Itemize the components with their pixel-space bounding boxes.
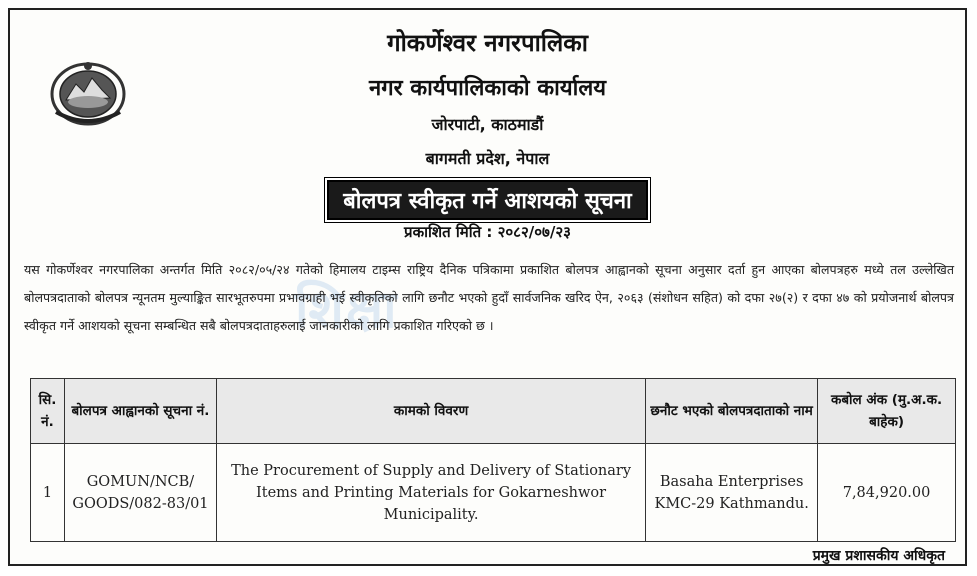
col-header-notice-no: बोलपत्र आह्वानको सूचना नं. — [64, 379, 216, 444]
notice-body: यस गोकर्णेश्वर नगरपालिका अन्तर्गत मिति २०८२/०५/२४ गतेको हिमालय टाइम्स राष्ट्रिय दैनिक पत्रिकामा प्रकाशित बोलपत्र आह्वानको सूचना अनुसार दर्ता हुन आएका बोलपत्रहरु मध्ये तल उल्लेखित बोलपत्रदाताको बोलपत्र न्यूनतम मुल्याङ्कित सारभूतरुपमा प्रभावग्राही भई स्वीकृतिको लागि छनौट भएको हुदाँ सार्वजनिक खरिद ऐन, २०६३ (संशोधन सहित) को दफा २७(२) र दफा ४७ को प्रयोजनार्थ बोलपत्र स्वीकृत गर्ने आशयको सूचना सम्बन्धित सबै बोलपत्रदाताहरुलाई जानकारीको लागि प्रकाशित गरिएको छ । — [24, 262, 954, 333]
table-row — [31, 444, 956, 542]
cell-notice-no: GOMUN/NCB/ GOODS/082-83/01 — [64, 444, 216, 542]
notice-title-wrap — [10, 180, 965, 220]
watermark: शिक्षा — [295, 280, 399, 340]
col-header-sn: सि. नं. — [31, 379, 65, 444]
notice-frame — [8, 8, 967, 566]
office-address: जोरपाटी, काठमाडौं — [431, 115, 544, 134]
province-name: बागमती प्रदेश, नेपाल — [425, 149, 550, 168]
notice-title: बोलपत्र स्वीकृत गर्ने आशयको सूचना — [327, 180, 648, 220]
office-name: नगर कार्यपालिकाको कार्यालय — [369, 76, 606, 101]
cell-sn: 1 — [31, 444, 65, 542]
cell-bidder: Basaha Enterprises KMC-29 Kathmandu. — [646, 444, 818, 542]
col-header-bidder: छनौट भएको बोलपत्रदाताको नाम — [646, 379, 818, 444]
cell-amount: 7,84,920.00 — [818, 444, 956, 542]
municipality-name: गोकर्णेश्वर नगरपालिका — [387, 29, 588, 57]
signature-title: प्रमुख प्रशासकीय अधिकृत — [812, 548, 945, 564]
published-date: प्रकाशित मिति : २०८२/०७/२३ — [404, 223, 571, 241]
col-header-amount: कबोल अंक (मु.अ.क. बाहेक) — [818, 379, 956, 444]
table-header-row — [31, 379, 956, 444]
col-header-description: कामको विवरण — [216, 379, 645, 444]
cell-description: The Procurement of Supply and Delivery of Stationary Items and Printing Materials for Gokarneshwor Municipality. — [216, 444, 645, 542]
bid-table — [30, 378, 956, 542]
